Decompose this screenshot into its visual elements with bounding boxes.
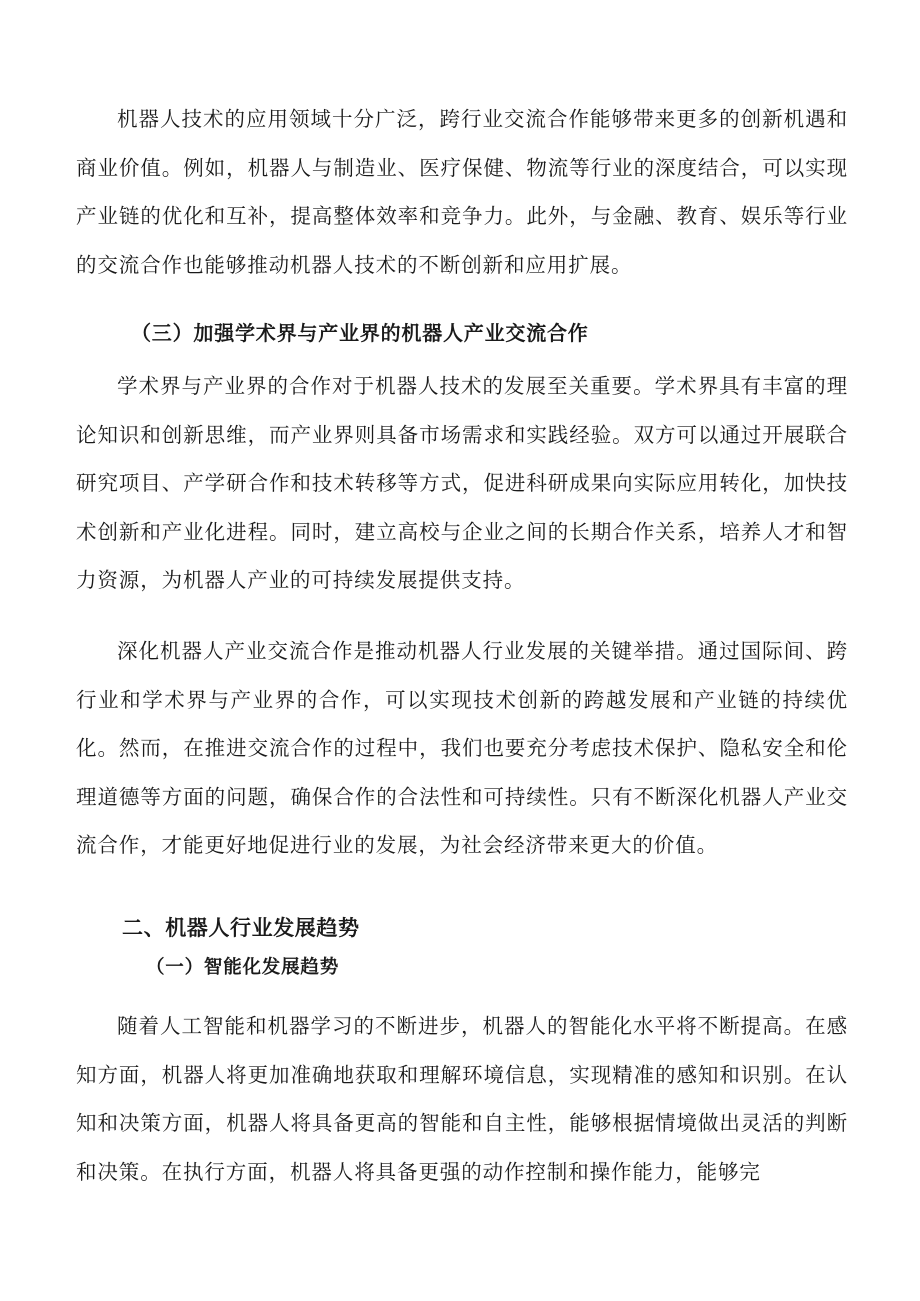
section-heading-industry-trends: 二、机器人行业发展趋势 bbox=[122, 916, 360, 940]
body-paragraph-intelligence-trend: 随着人工智能和机器学习的不断进步，机器人的智能化水平将不断提高。在感知方面，机器人将更加准确地获取和理解环境信息，实现精准的感知和识别。在认知和决策方面，机器人将具备更高的智能和自主性，能够根据情境做出灵活的判断和决策。在执行方面，机器人将具备更强的动作控制和操作能力，能够完 bbox=[76, 1014, 848, 1184]
subheading-academia-industry: （三）加强学术界与产业界的机器人产业交流合作 bbox=[131, 321, 589, 345]
body-paragraph-cross-industry: 机器人技术的应用领域十分广泛，跨行业交流合作能够带来更多的创新机遇和商业价值。例如，机器人与制造业、医疗保健、物流等行业的深度结合，可以实现产业链的优化和互补，提高整体效率和竞争力。此外，与金融、教育、娱乐等行业的交流合作也能够推动机器人技术的不断创新和应用扩展。 bbox=[76, 107, 848, 277]
subheading-intelligence-trend: （一）智能化发展趋势 bbox=[146, 957, 340, 978]
body-paragraph-academia-industry: 学术界与产业界的合作对于机器人技术的发展至关重要。学术界具有丰富的理论知识和创新思维，而产业界则具备市场需求和实践经验。双方可以通过开展联合研究项目、产学研合作和技术转移等方式，促进科研成果向实际应用转化，加快技术创新和产业化进程。同时，建立高校与企业之间的长期合作关系，培养人才和智力资源，为机器人产业的可持续发展提供支持。 bbox=[76, 374, 848, 593]
body-paragraph-deepen-cooperation: 深化机器人产业交流合作是推动机器人行业发展的关键举措。通过国际间、跨行业和学术界与产业界的合作，可以实现技术创新的跨越发展和产业链的持续优化。然而，在推进交流合作的过程中，我们也要充分考虑技术保护、隐私安全和伦理道德等方面的问题，确保合作的合法性和可持续性。只有不断深化机器人产业交流合作，才能更好地促进行业的发展，为社会经济带来更大的价值。 bbox=[76, 639, 848, 858]
